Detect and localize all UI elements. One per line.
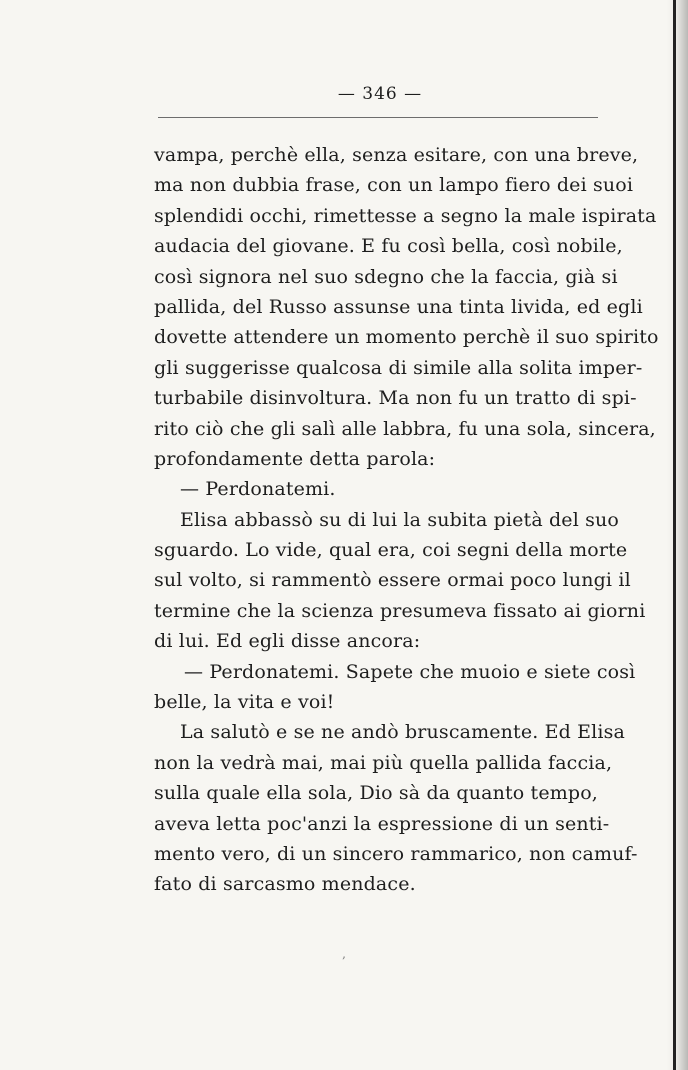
text-line: — Perdonatemi. [180, 478, 336, 501]
text-line: termine che la scienza presumeva fissato ai giorni [154, 599, 646, 622]
text-line: belle, la vita e voi! [154, 691, 335, 714]
text-line: sulla quale ella sola, Dio sà da quanto tempo, [154, 782, 598, 805]
text-line: splendidi occhi, rimettesse a segno la male ispirata [154, 204, 657, 227]
page-edge-line [673, 0, 676, 1070]
body-text [154, 140, 659, 900]
text-line: — Perdonatemi. Sapete che muoio e siete così [184, 660, 636, 683]
text-line: ma non dubbia frase, con un lampo fiero dei suoi [154, 174, 634, 197]
text-line: così signora nel suo sdegno che la faccia, già si [154, 265, 618, 288]
text-line: aveva letta poc'anzi la espressione di un senti- [154, 812, 610, 835]
text-line: sul volto, si rammentò essere ormai poco lungi il [154, 569, 631, 592]
text-line: audacia del giovane. E fu così bella, così nobile, [154, 235, 623, 258]
page-number: — 346 — [337, 84, 423, 104]
text-line: di lui. Ed egli disse ancora: [154, 630, 421, 653]
stray-ink-mark: ‚ [342, 947, 346, 961]
text-line: Elisa abbassò su di lui la subita pietà del suo [180, 508, 619, 531]
text-line: gli suggerisse qualcosa di simile alla solita imper- [154, 356, 643, 379]
text-line: dovette attendere un momento perchè il suo spirito [154, 326, 659, 349]
text-line: mento vero, di un sincero rammarico, non camuf- [154, 842, 638, 865]
text-line: profondamente detta parola: [154, 447, 436, 470]
header-rule [158, 117, 598, 118]
text-line: La salutò e se ne andò bruscamente. Ed Elisa [180, 721, 625, 744]
text-line: vampa, perchè ella, senza esitare, con una breve, [154, 144, 639, 166]
text-line: sguardo. Lo vide, qual era, coi segni della morte [154, 539, 628, 562]
text-line: rito ciò che gli salì alle labbra, fu una sola, sincera, [154, 417, 656, 440]
text-line: turbabile disinvoltura. Ma non fu un tratto di spi- [154, 387, 637, 410]
text-line: fato di sarcasmo mendace. [154, 873, 416, 896]
page-edge-shadow [666, 0, 688, 1070]
text-line: non la vedrà mai, mai più quella pallida faccia, [154, 751, 613, 774]
text-line: pallida, del Russo assunse una tinta livida, ed egli [154, 295, 643, 318]
